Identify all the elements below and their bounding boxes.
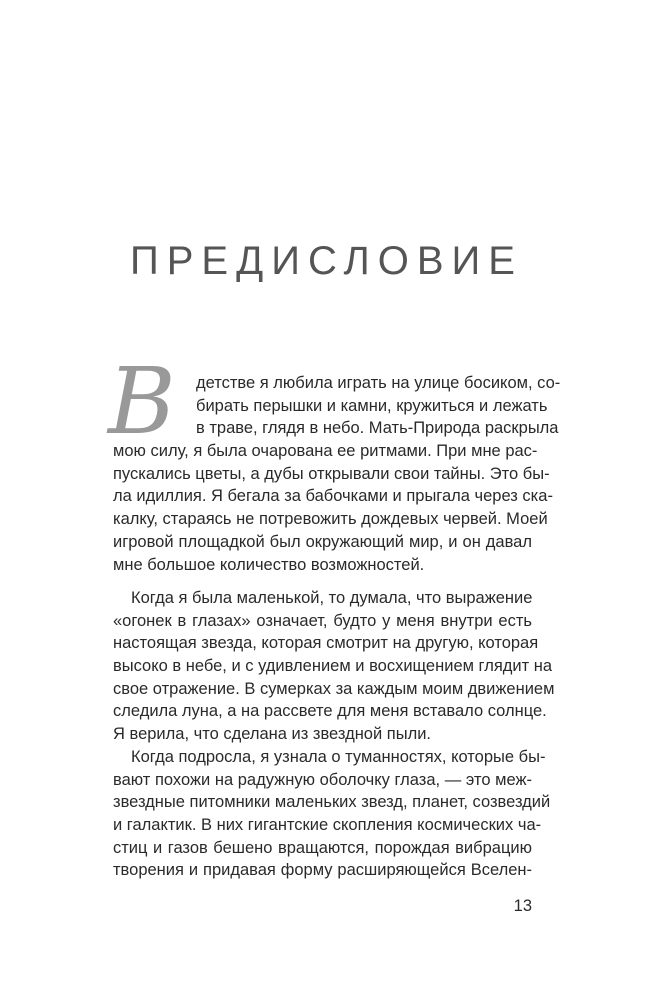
text-line: мне большое количество возможностей. xyxy=(113,555,425,574)
text-line: звездные питомники маленьких звезд, планет, созвездий xyxy=(113,793,551,812)
text-line: настоящая звезда, которая смотрит на другую, которая xyxy=(113,634,539,653)
paragraph-1 xyxy=(113,372,561,576)
text-line: игровой площадкой был окружающий мир, и он давал xyxy=(113,532,532,551)
text-line: Когда подросла, я узнала о туманностях, которые бы- xyxy=(131,748,546,766)
text-line: бирать перышки и камни, кружиться и лежать xyxy=(196,396,548,415)
text-line: вают похожи на радужную оболочку глаза, — это меж- xyxy=(113,770,532,789)
text-line: и галактик. В них гигантские скопления космических ча- xyxy=(113,816,542,835)
text-line: стиц и газов бешено вращаются, порождая вибрацию xyxy=(113,838,532,857)
text-line: Когда я была маленькой, то думала, что выражение xyxy=(131,589,533,607)
text-line: пускались цветы, а дубы открывали свои тайны. Это бы- xyxy=(113,464,550,483)
page-number: 13 xyxy=(513,897,532,915)
chapter-title: ПРЕДИСЛОВИЕ xyxy=(130,239,523,283)
paragraph-2 xyxy=(113,587,555,746)
text-line: мою силу, я была очарована ее ритмами. При мне рас- xyxy=(113,442,538,461)
text-line: в траве, глядя в небо. Мать-Природа раскрыла xyxy=(196,419,559,438)
text-line: детстве я любила играть на улице босиком, со- xyxy=(196,374,561,392)
text-line: свое отражение. В сумерках за каждым моим движением xyxy=(113,679,555,698)
text-line: творения и придавая форму расширяющейся Вселен- xyxy=(113,861,532,880)
text-line: «огонек в глазах» означает, будто у меня внутри есть xyxy=(113,611,532,630)
text-line: ла идиллия. Я бегала за бабочками и прыгала через ска- xyxy=(113,487,553,506)
text-line: Я верила, что сделана из звездной пыли. xyxy=(113,725,432,744)
paragraph-3 xyxy=(113,746,551,882)
text-line: калку, стараясь не потревожить дождевых червей. Моей xyxy=(113,510,548,529)
drop-cap: В xyxy=(108,348,176,455)
text-line: следила луна, а на рассвете для меня вставало солнце. xyxy=(113,702,547,721)
text-line: высоко в небе, и с удивлением и восхищением глядит на xyxy=(113,657,553,676)
